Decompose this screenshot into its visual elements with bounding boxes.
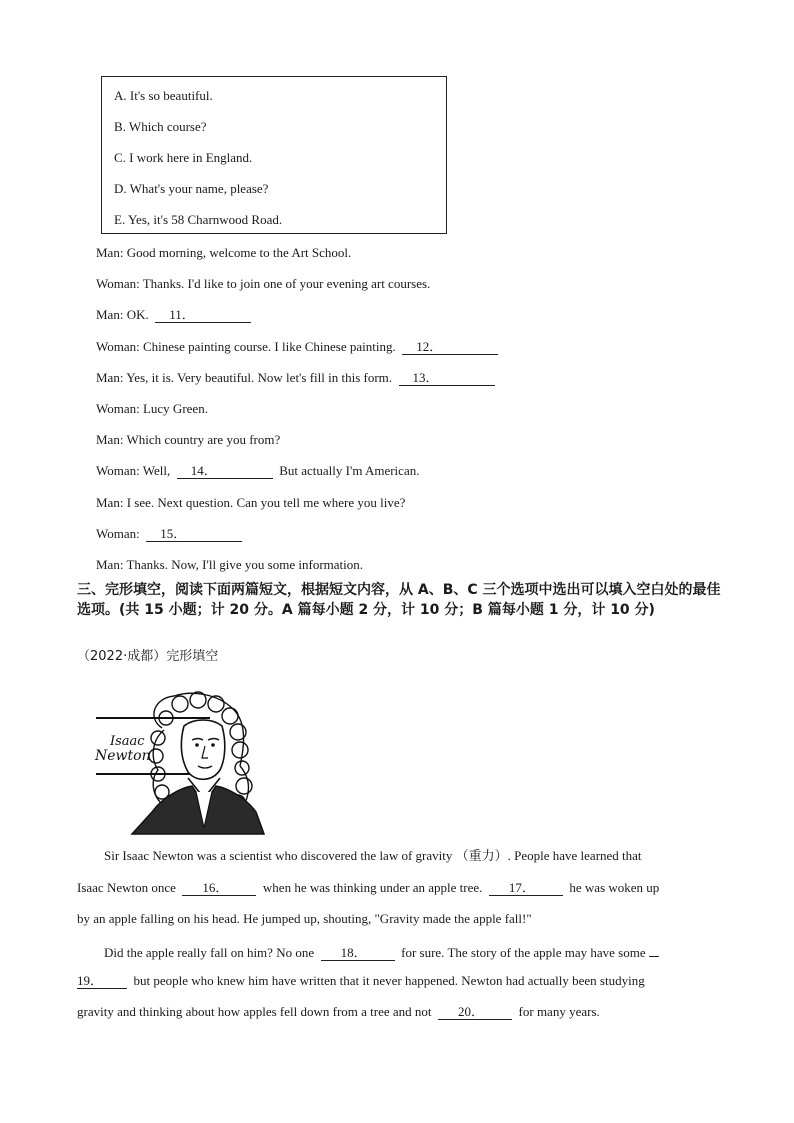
passage-text: when he was thinking under an apple tree. <box>262 880 483 895</box>
dialogue-line: Man: I see. Next question. Can you tell me where you live? <box>96 495 406 510</box>
option-d: D. What's your name, please? <box>114 181 269 196</box>
blank-11[interactable]: 11． <box>155 308 251 323</box>
option-b: B. Which course? <box>114 119 207 134</box>
passage-text: he was woken up <box>569 880 660 895</box>
section-heading: 三、完形填空，阅读下面两篇短文，根据短文内容，从 A、B、C 三个选项中选出可以填入空白处的最佳选项。(共 15 小题；计 20 分。A 篇每小题 2 分，计 10 分；B 篇每小题 1 分，计 10 分) <box>77 582 721 618</box>
passage-text: Did the apple really fall on him? No one <box>104 945 315 960</box>
passage-text: Isaac Newton once <box>77 880 176 895</box>
dialogue-line <box>96 307 251 323</box>
blank-12[interactable]: 12． <box>402 340 498 355</box>
blank-19[interactable]: 19． <box>77 974 127 989</box>
option-a: A. It's so beautiful. <box>114 88 213 103</box>
dialogue-text: Man: Yes, it is. Very beautiful. Now let's fill in this form. <box>96 370 393 385</box>
passage-text: gravity and thinking about how apples fell down from a tree and not <box>77 1004 432 1019</box>
dialogue-text: Woman: Chinese painting course. I like Chinese painting. <box>96 339 396 354</box>
passage-text: for many years. <box>518 1004 600 1019</box>
passage-line: by an apple falling on his head. He jumped up, shouting, "Gravity made the apple fall!" <box>77 911 532 926</box>
dialogue-line: Man: Good morning, welcome to the Art School. <box>96 245 352 260</box>
portrait-caption-isaac: Isaac <box>110 734 145 749</box>
blank-13[interactable]: 13． <box>399 371 495 386</box>
portrait-caption-newton: Newton <box>95 748 151 764</box>
dialogue-line: Woman: Thanks. I'd like to join one of your evening art courses. <box>96 276 431 291</box>
blank-18[interactable]: 18． <box>321 946 395 961</box>
dialogue-line: Woman: Lucy Green. <box>96 401 208 416</box>
dialogue-text: But actually I'm American. <box>279 463 420 478</box>
dialogue-line <box>96 339 498 355</box>
option-e: E. Yes, it's 58 Charnwood Road. <box>114 212 283 227</box>
option-c: C. I work here in England. <box>114 150 253 165</box>
dialogue-text: Woman: <box>96 526 140 541</box>
passage-line <box>77 880 727 896</box>
dialogue-line: Man: Which country are you from? <box>96 432 281 447</box>
dialogue-line <box>96 370 495 386</box>
passage-line <box>77 973 727 989</box>
dialogue-line <box>96 463 419 479</box>
blank-19-start <box>649 942 659 957</box>
passage-line: Sir Isaac Newton was a scientist who discovered the law of gravity （重力）. People have learned that <box>104 848 642 863</box>
passage-text: but people who knew him have written that it never happened. Newton had actually been studying <box>133 973 645 988</box>
dialogue-line: Man: Thanks. Now, I'll give you some information. <box>96 557 364 572</box>
blank-16[interactable]: 16． <box>182 881 256 896</box>
passage-text: for sure. The story of the apple may have some <box>401 945 646 960</box>
dialogue-text: Woman: Well, <box>96 463 171 478</box>
blank-20[interactable]: 20． <box>438 1005 512 1020</box>
blank-15[interactable]: 15． <box>146 527 242 542</box>
passage-line <box>104 942 754 961</box>
options-box <box>101 76 447 234</box>
isaac-newton-portrait <box>92 688 270 836</box>
passage-line <box>77 1004 727 1020</box>
source-label: （2022·成都）完形填空 <box>77 649 219 664</box>
dialogue-line <box>96 526 242 542</box>
dialogue-text: Man: OK. <box>96 307 149 322</box>
blank-17[interactable]: 17． <box>489 881 563 896</box>
blank-14[interactable]: 14． <box>177 464 273 479</box>
